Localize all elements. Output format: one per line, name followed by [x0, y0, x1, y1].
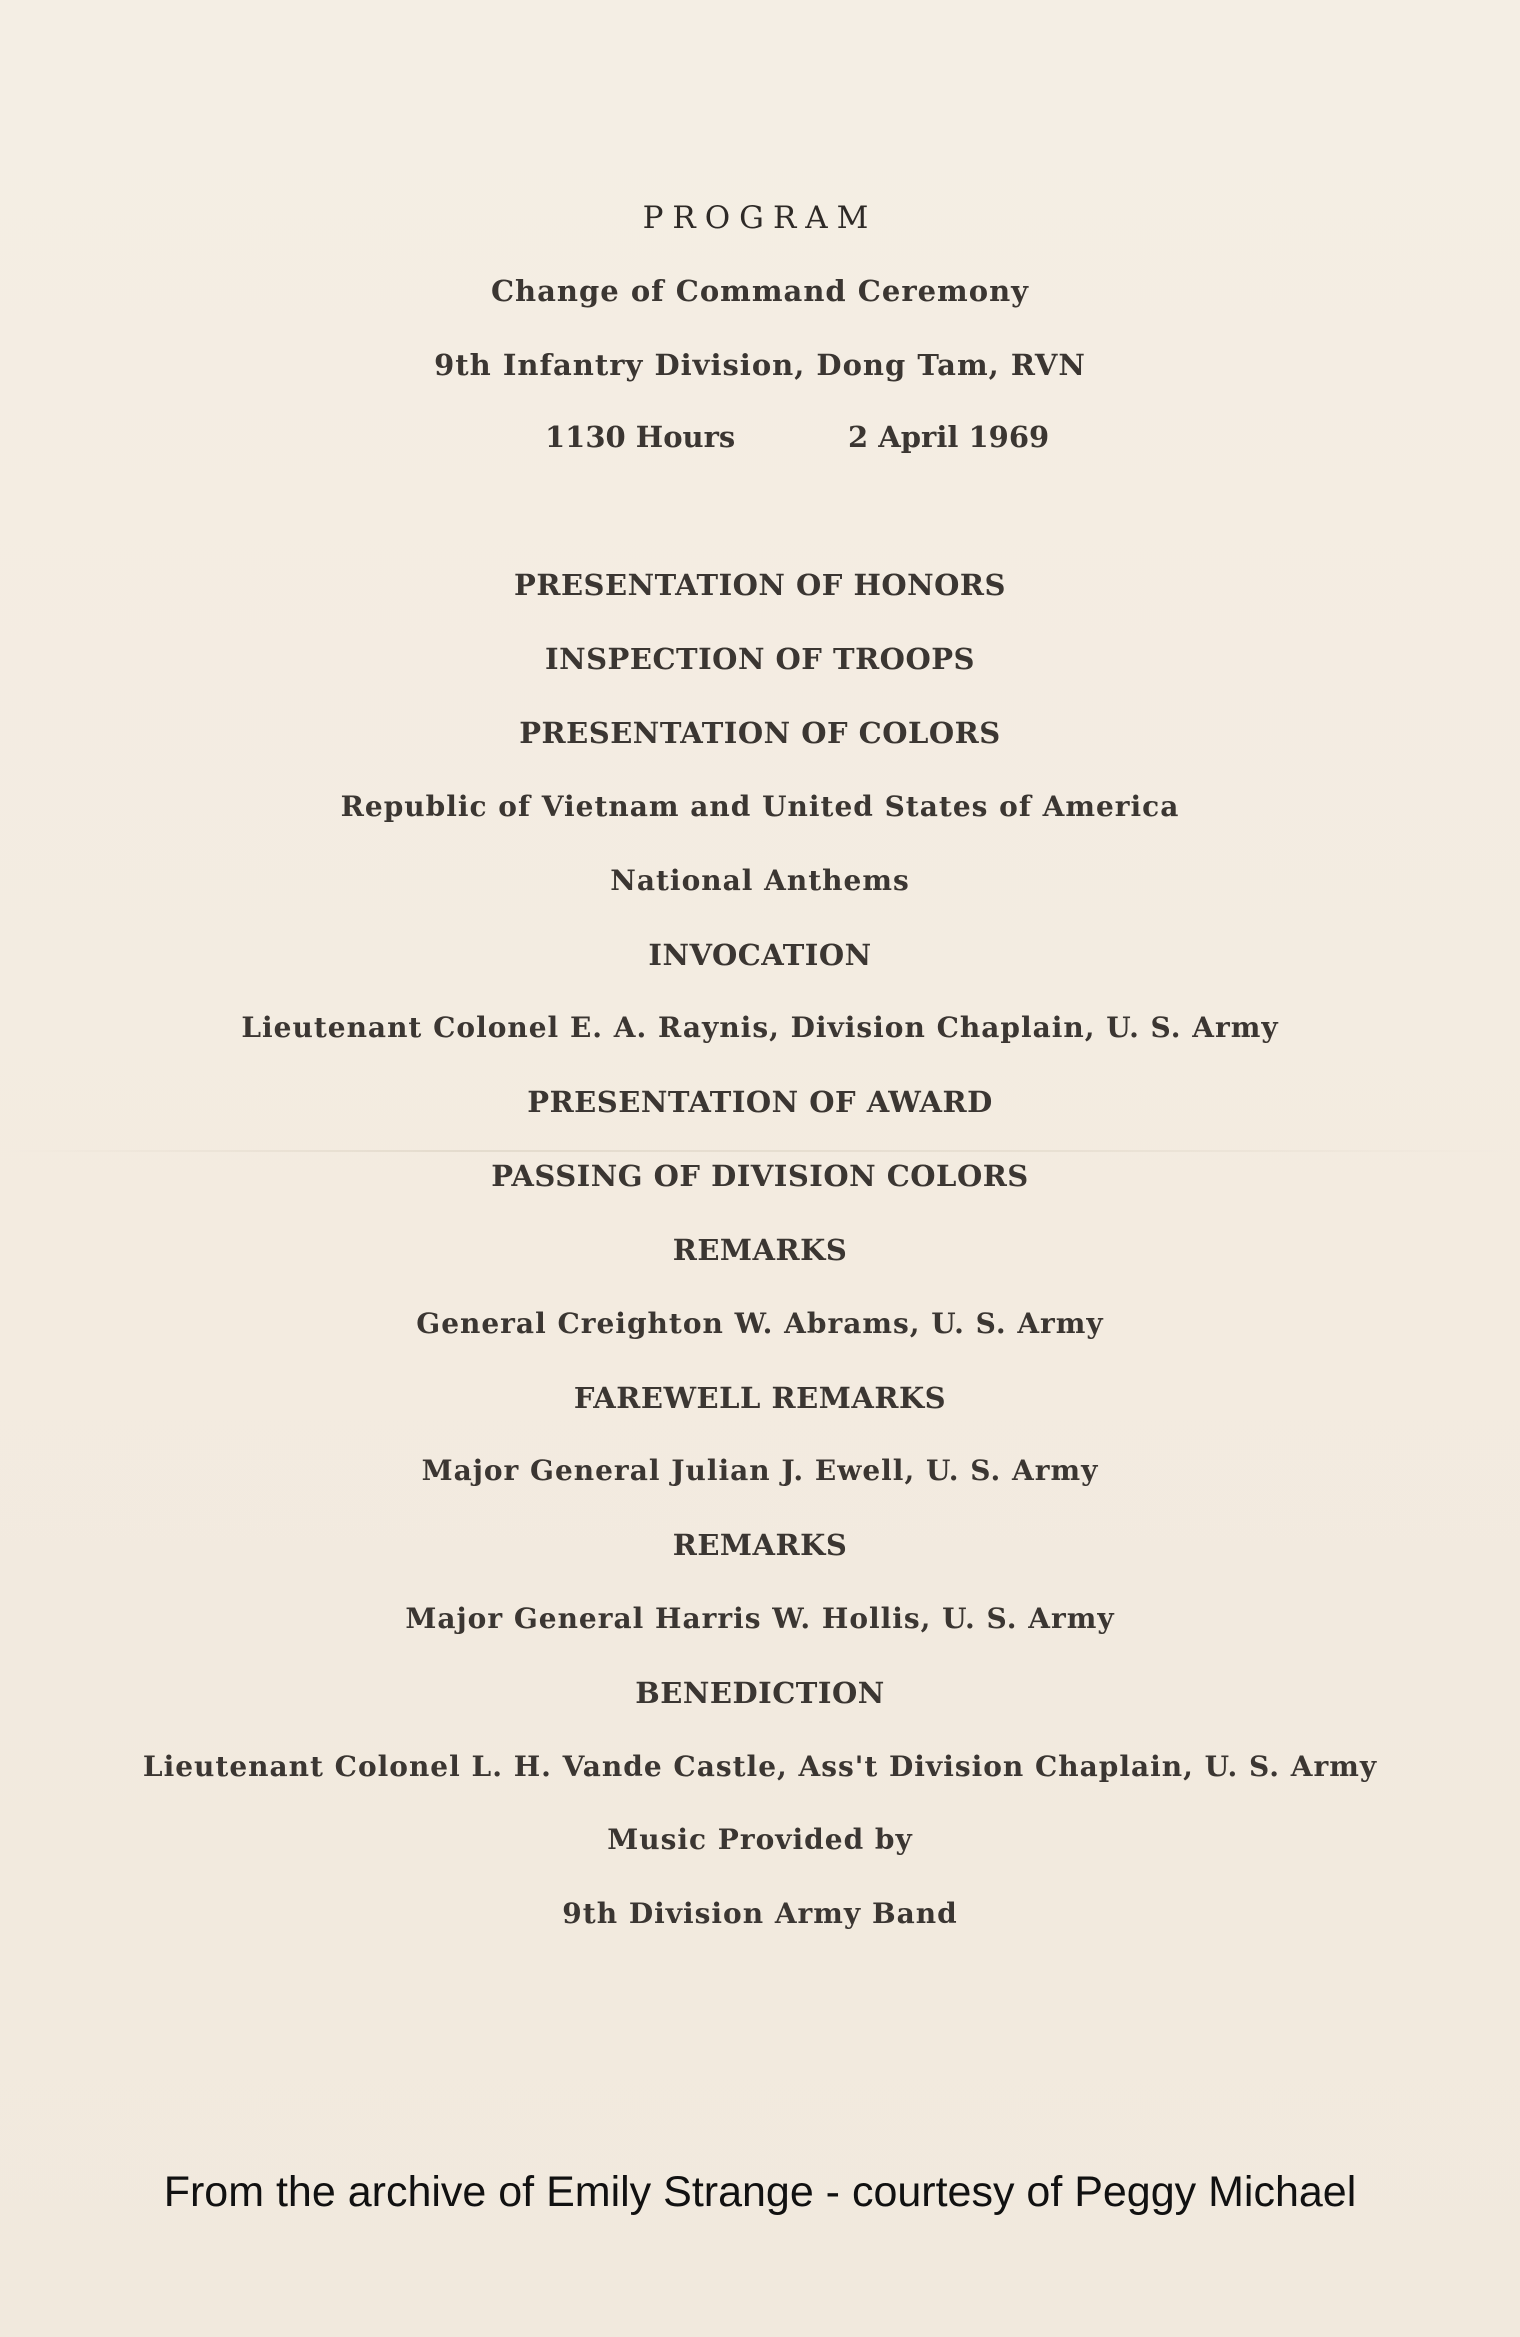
paper-fold	[0, 1150, 1520, 1152]
program-item: INSPECTION OF TROOPS	[545, 642, 975, 676]
program-item-detail: Music Provided by	[607, 1823, 913, 1856]
program-item: BENEDICTION	[635, 1676, 885, 1710]
program-item: REMARKS	[672, 1233, 848, 1267]
program-item: PASSING OF DIVISION COLORS	[491, 1159, 1029, 1193]
archive-credit: From the archive of Emily Strange - courtesy of Peggy Michael	[163, 2168, 1357, 2216]
program-item: INVOCATION	[648, 938, 872, 972]
program-item: PRESENTATION OF HONORS	[514, 568, 1006, 602]
program-item-detail: Major General Julian J. Ewell, U. S. Army	[421, 1454, 1099, 1487]
program-item-detail: Lieutenant Colonel L. H. Vande Castle, Ass't Division Chaplain, U. S. Army	[142, 1750, 1378, 1783]
event-location: 9th Infantry Division, Dong Tam, RVN	[434, 348, 1086, 382]
program-item-detail: Lieutenant Colonel E. A. Raynis, Division Chaplain, U. S. Army	[241, 1011, 1279, 1044]
event-time: 1130 Hours	[545, 420, 736, 454]
event-date: 2 April 1969	[848, 420, 1050, 454]
program-item-detail: General Creighton W. Abrams, U. S. Army	[416, 1307, 1104, 1340]
program-item: PRESENTATION OF COLORS	[519, 716, 1001, 750]
program-item: REMARKS	[672, 1528, 848, 1562]
time-date-row	[0, 420, 1520, 460]
event-name: Change of Command Ceremony	[490, 274, 1030, 308]
program-title: PROGRAM	[642, 200, 878, 236]
program-item: FAREWELL REMARKS	[573, 1381, 947, 1415]
program-item-detail: 9th Division Army Band	[562, 1897, 958, 1930]
program-item-detail: Republic of Vietnam and United States of America	[340, 790, 1180, 823]
program-item-detail: Major General Harris W. Hollis, U. S. Army	[405, 1602, 1115, 1635]
program-item-detail: National Anthems	[610, 864, 910, 897]
program-item: PRESENTATION OF AWARD	[527, 1085, 993, 1119]
